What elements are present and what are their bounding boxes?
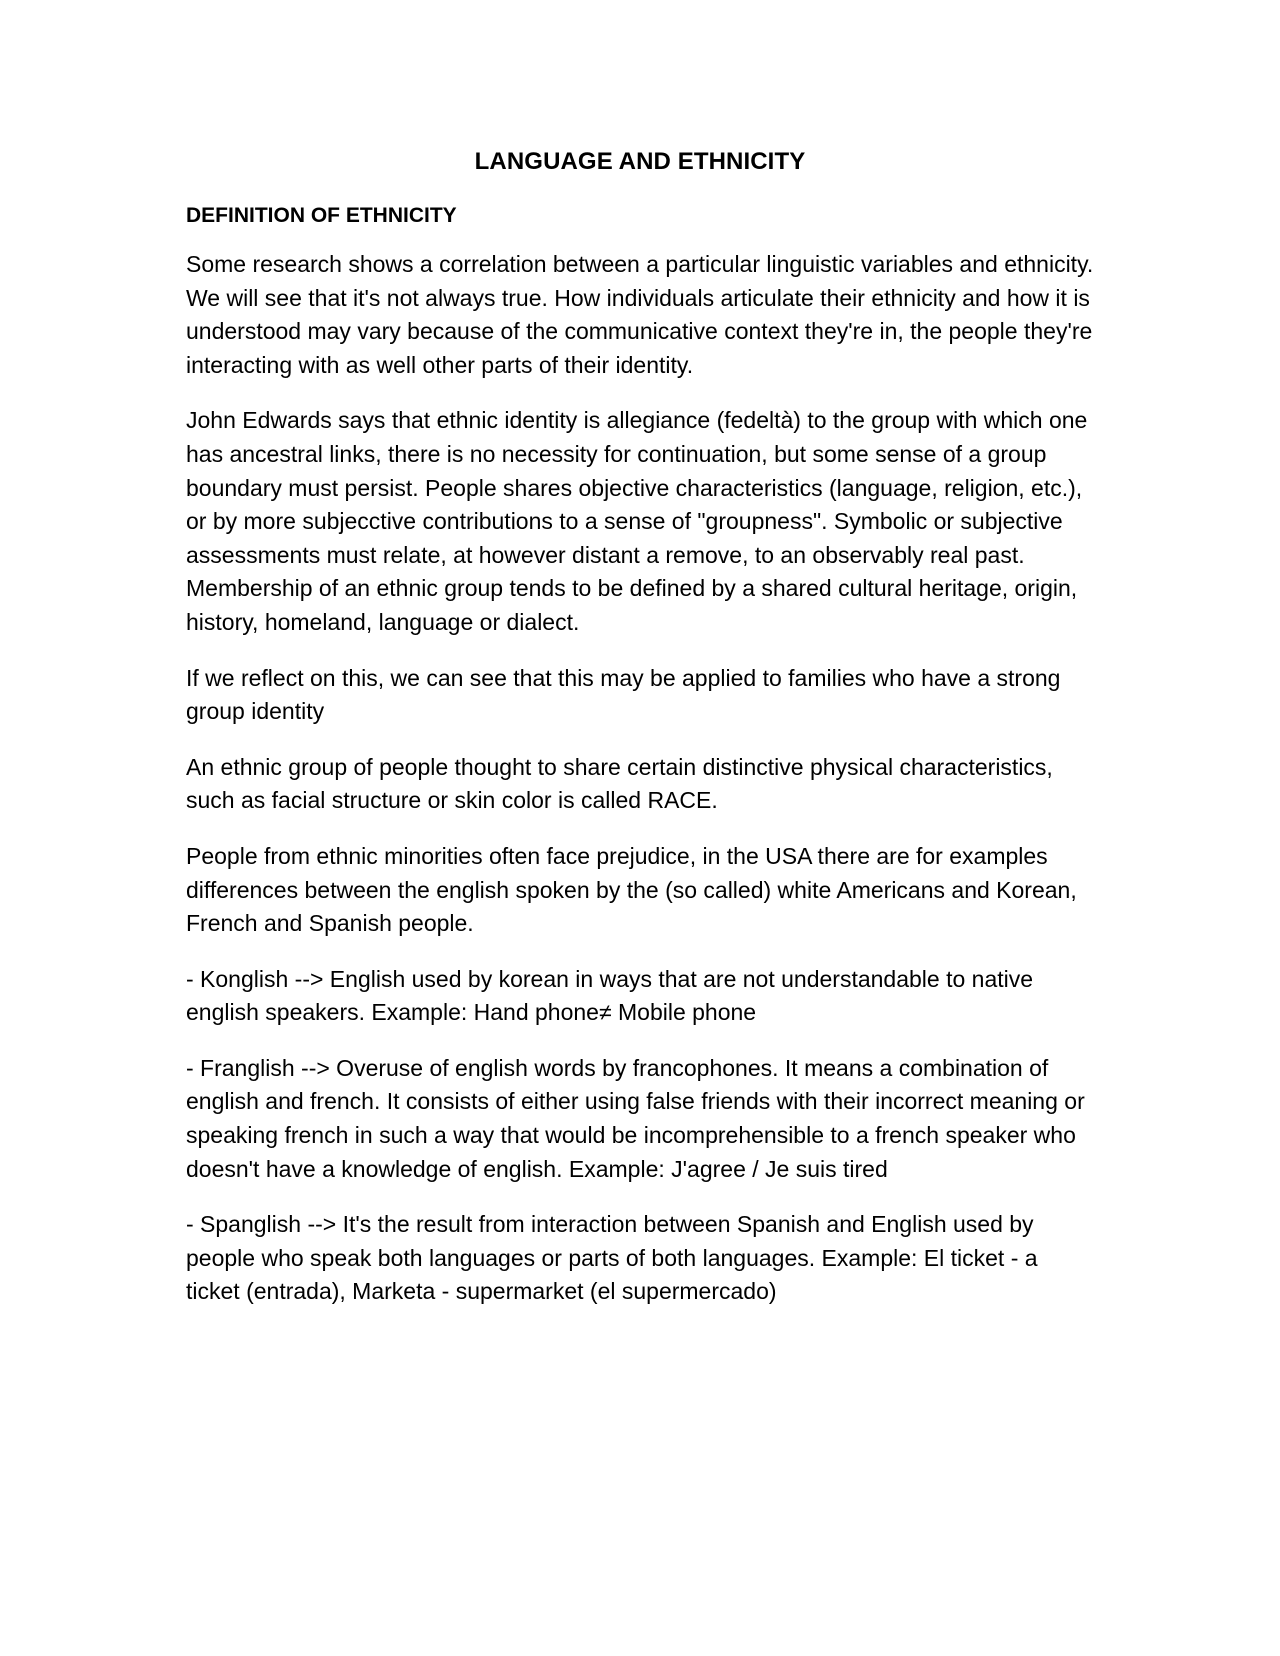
paragraph-families: If we reflect on this, we can see that this may be applied to families who have a strong group identity — [186, 664, 1061, 725]
paragraph-race: An ethnic group of people thought to share certain distinctive physical characteristics, such as facial structure or skin color is called RACE. — [186, 753, 1053, 814]
document-title: LANGUAGE AND ETHNICITY — [474, 148, 806, 175]
paragraph-correlation: Some research shows a correlation between a particular linguistic variables and ethnicity. We will see that it's not always true. How individuals articulate their ethnicity and how it is understood may vary because of the communicative context they're in, the people they're interacting with as well other parts of their identity. — [186, 251, 1094, 378]
paragraph-edwards-definition: John Edwards says that ethnic identity is allegiance (fedeltà) to the group with which one has ancestral links, there is no necessity for continuation, but some sense of a group boundary must persist. People shares objective characteristics (language, religion, etc.), or by more subjecctive contributions to a sense of "groupness". Symbolic or subjective assessments must relate, at however distant a remove, to an observably real past. Membership of an ethnic group tends to be defined by a shared cultural heritage, origin, history, homeland, language or dialect. — [186, 407, 1088, 635]
document-body — [186, 142, 1094, 1309]
paragraph-prejudice: People from ethnic minorities often face prejudice, in the USA there are for examples differences between the english spoken by the (so called) white Americans and Korean, French and Spanish people. — [186, 842, 1077, 937]
paragraph-konglish: - Konglish --> English used by korean in ways that are not understandable to native english speakers. Example: Hand phone≠ Mobile phone — [186, 965, 1034, 1026]
paragraph-spanglish: - Spanglish --> It's the result from interaction between Spanish and English used by people who speak both languages or parts of both languages. Example: El ticket - a ticket (entrada), Marketa - supermarket (el supermercado) — [186, 1211, 1038, 1305]
section-heading: DEFINITION OF ETHNICITY — [186, 204, 457, 227]
paragraph-franglish: - Franglish --> Overuse of english words by francophones. It means a combination of english and french. It consists of either using false friends with their incorrect meaning or speaking french in such a way that would be incomprehensible to a french speaker who doesn't have a knowledge of english. Example: J'agree / Je suis tired — [186, 1054, 1085, 1182]
